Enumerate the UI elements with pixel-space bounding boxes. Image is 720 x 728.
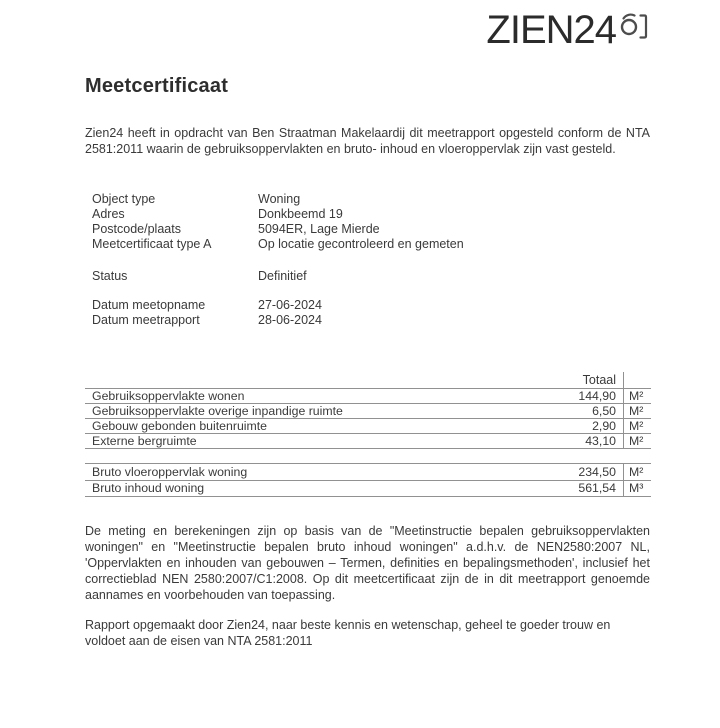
zien24-logo-text: ZIEN24 (486, 8, 616, 52)
date-value: 28-06-2024 (258, 313, 322, 327)
table-row (85, 464, 651, 481)
detail-value: Op locatie gecontroleerd en gemeten (258, 237, 464, 251)
table-row (85, 404, 651, 419)
detail-row-status (85, 269, 650, 284)
row-value: 43,10 (585, 434, 616, 448)
detail-label: Postcode/plaats (92, 222, 181, 236)
detail-row-postcode (85, 222, 650, 237)
table-row (85, 481, 651, 498)
row-value: 561,54 (578, 481, 616, 496)
detail-label: Datum meetopname (92, 298, 206, 312)
table-header-row (85, 372, 651, 389)
detail-label: Adres (92, 207, 125, 221)
row-name: Gebouw gebonden buitenruimte (92, 419, 268, 433)
method-paragraph: De meting en berekeningen zijn op basis van de "Meetinstructie bepalen gebruiksoppervlakten woningen" en "Meetinstructie bepalen bruto inhoud woningen" a.d.h.v. de NEN2580:2007 NL, 'Oppervlakten en inhouden van gebouwen – Termen, definities en bepalingsmethoden', inclusief het correctieblad NEN 2580:2007/C1:2008. Op dit meetcertificaat zijn de in dit meetrapport genoemde aannames en voorbehouden van toepassing. (85, 524, 650, 602)
camera-icon (619, 10, 650, 51)
row-unit: M³ (623, 481, 651, 497)
detail-label: Datum meetrapport (92, 313, 200, 327)
row-name: Bruto vloeroppervlak woning (92, 464, 248, 479)
detail-dates (85, 298, 650, 328)
detail-value: Donkbeemd 19 (258, 207, 343, 221)
surface-area-table (85, 372, 651, 449)
row-unit: M² (623, 419, 651, 433)
row-name: Bruto inhoud woning (92, 481, 205, 496)
row-value: 144,90 (578, 389, 616, 403)
row-unit: M² (623, 404, 651, 418)
row-name: Gebruiksoppervlakte overige inpandige ruimte (92, 404, 343, 418)
document-header (0, 0, 720, 51)
status-value: Definitief (258, 269, 307, 283)
row-value: 6,50 (592, 404, 616, 418)
row-name: Gebruiksoppervlakte wonen (92, 389, 245, 403)
object-details (85, 192, 650, 328)
closing-paragraph: Rapport opgemaakt door Zien24, naar beste kennis en wetenschap, geheel te goeder trouw en voldoet aan de eisen van NTA 2581:2011 (85, 618, 611, 648)
date-value: 27-06-2024 (258, 298, 322, 312)
detail-label: Object type (92, 192, 156, 206)
page-title: Meetcertificaat (85, 75, 229, 97)
row-unit: M² (623, 389, 651, 403)
row-value: 2,90 (592, 419, 616, 433)
gross-measures-table (85, 463, 651, 497)
table-row (85, 419, 651, 434)
unit-header-spacer (623, 372, 651, 388)
detail-row-adres (85, 207, 650, 222)
row-unit: M² (623, 434, 651, 448)
intro-paragraph: Zien24 heeft in opdracht van Ben Straatman Makelaardij dit meetrapport opgesteld conform de NTA 2581:2011 waarin de gebruiksoppervlakten en bruto- inhoud en vloeroppervlak zijn vast gesteld. (85, 126, 650, 156)
detail-row-object-type (85, 192, 650, 207)
detail-row-meetrapport (85, 313, 650, 328)
row-unit: M² (623, 464, 651, 480)
detail-row-meetopname (85, 298, 650, 313)
table-row (85, 389, 651, 404)
table-row (85, 434, 651, 449)
row-name: Externe bergruimte (92, 434, 197, 448)
detail-row-certificaat-type (85, 237, 650, 252)
detail-label: Status (92, 269, 128, 283)
detail-value: 5094ER, Lage Mierde (258, 222, 380, 236)
row-value: 234,50 (578, 464, 616, 479)
zien24-logo (486, 8, 650, 51)
totaal-header: Totaal (582, 373, 616, 387)
detail-label: Meetcertificaat type A (92, 237, 212, 251)
detail-value: Woning (258, 192, 301, 206)
